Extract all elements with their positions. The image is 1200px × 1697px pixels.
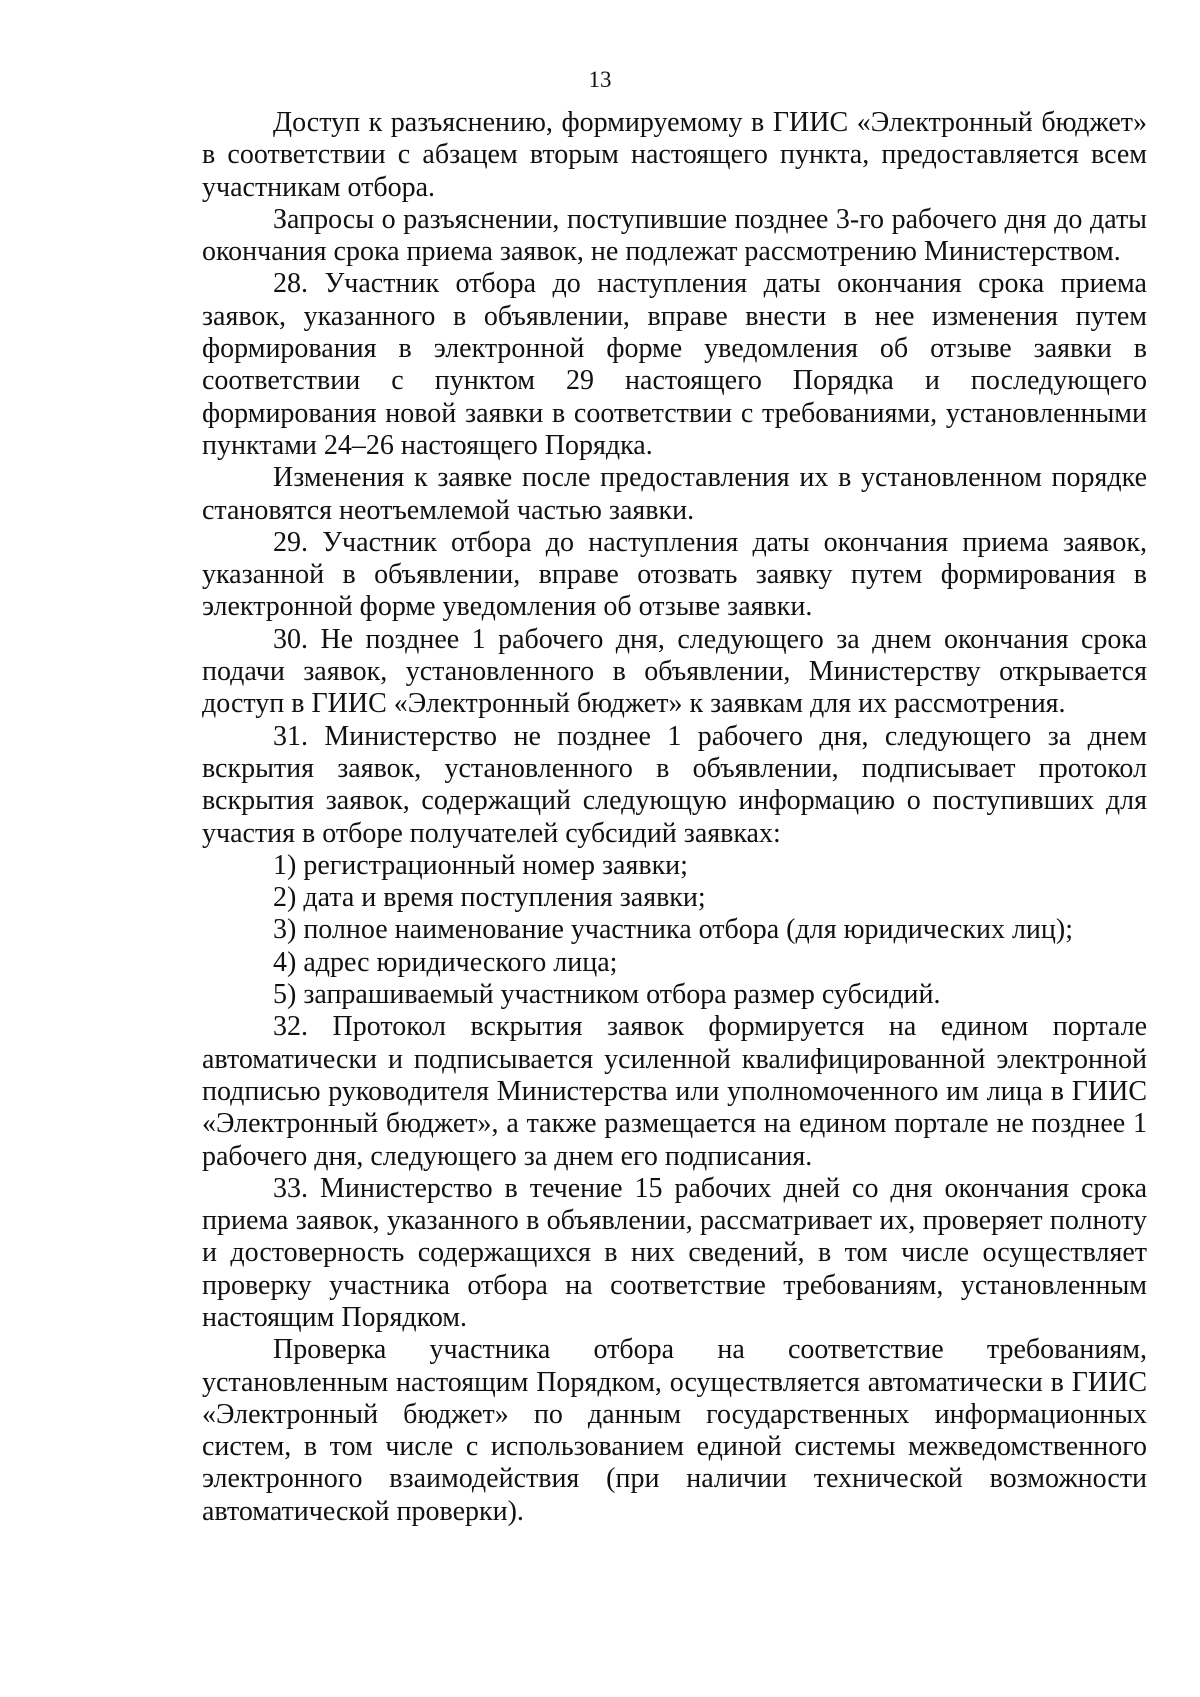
list-item-5: 5) запрашиваемый участником отбора размер субсидий.: [273, 979, 941, 1011]
list-item-4: 4) адрес юридического лица;: [273, 946, 618, 978]
paragraph-29: 29. Участник отбора до наступления даты окончания приема заявок, указанной в объявлении, вправе отозвать заявку путем формирования в электронной форме уведомления об отзыве заявки.: [202, 526, 1147, 623]
paragraph-31: 31. Министерство не позднее 1 рабочего дня, следующего за днем вскрытия заявок, установленного в объявлении, подписывает протокол вскрытия заявок, содержащий следующую информацию о поступивших для участия в отборе получателей субсидий заявках:: [202, 720, 1147, 849]
list-item-1: 1) регистрационный номер заявки;: [273, 849, 688, 881]
paragraph-application-changes: Изменения к заявке после предоставления их в установленном порядке становятся неотъемлемой частью заявки.: [202, 462, 1147, 526]
paragraph-32: 32. Протокол вскрытия заявок формируется на едином портале автоматически и подписывается усиленной квалифицированной электронной подписью руководителя Министерства или уполномоченного им лица в ГИИС «Электронный бюджет», а также размещается на едином портале не позднее 1 рабочего дня, следующего за днем его подписания.: [202, 1011, 1147, 1172]
document-body: [202, 107, 1147, 1528]
list-item-3: 3) полное наименование участника отбора (для юридических лиц);: [273, 914, 1073, 946]
paragraph-30: 30. Не позднее 1 рабочего дня, следующего за днем окончания срока подачи заявок, установленного в объявлении, Министерству открывается доступ в ГИИС «Электронный бюджет» к заявкам для их рассмотрения.: [202, 623, 1147, 720]
paragraph-access-clarification: Доступ к разъяснению, формируемому в ГИИС «Электронный бюджет» в соответствии с абзацем вторым настоящего пункта, предоставляется всем участникам отбора.: [202, 107, 1147, 203]
list-item-2: 2) дата и время поступления заявки;: [273, 882, 706, 914]
paragraph-verification: Проверка участника отбора на соответствие требованиям, установленным настоящим Порядком, осуществляется автоматически в ГИИС «Электронный бюджет» по данным государственных информационных систем, в том числе с использованием единой системы межведомственного электронного взаимодействия (при наличии технической возможности автоматической проверки).: [202, 1334, 1147, 1527]
page-number: 13: [588, 67, 612, 92]
paragraph-clarification-requests: Запросы о разъяснении, поступившие позднее 3-го рабочего дня до даты окончания срока приема заявок, не подлежат рассмотрению Министерством.: [202, 203, 1147, 268]
paragraph-33: 33. Министерство в течение 15 рабочих дней со дня окончания срока приема заявок, указанного в объявлении, рассматривает их, проверяет полноту и достоверность содержащихся в них сведений, в том числе осуществляет проверку участника отбора на соответствие требованиям, установленным настоящим Порядком.: [202, 1172, 1147, 1333]
paragraph-28: 28. Участник отбора до наступления даты окончания срока приема заявок, указанного в объявлении, вправе внести в нее изменения путем формирования в электронной форме уведомления об отзыве заявки в соответствии с пунктом 29 настоящего Порядка и последующего формирования новой заявки в соответствии с требованиями, установленными пунктами 24–26 настоящего Порядка.: [202, 268, 1147, 461]
